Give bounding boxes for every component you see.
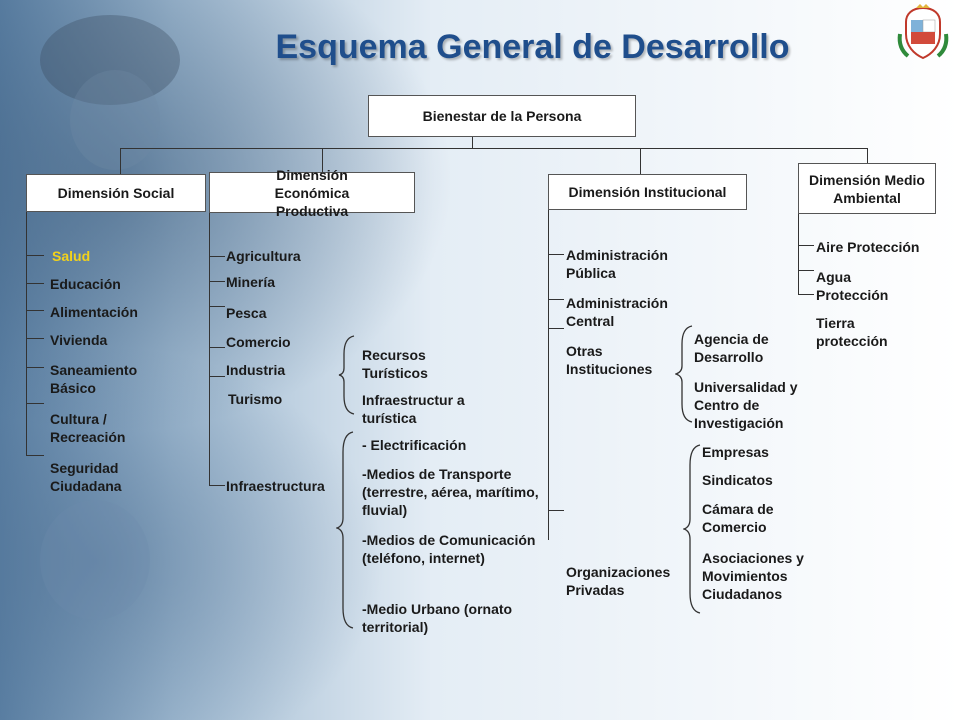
economic-item-mineria: Minería (226, 274, 276, 290)
social-tick (26, 283, 44, 284)
economic-tick (209, 485, 225, 486)
economic-item-turismo: Turismo (228, 391, 283, 407)
infra-item-transporte: -Medios de Transporte (terrestre, aérea, marítimo, fluvial) (362, 466, 539, 518)
economic-tick (209, 281, 225, 282)
institutional-tick (548, 510, 564, 511)
infra-item-medio-urbano: -Medio Urbano (ornato territorial) (362, 601, 513, 635)
tourism-item-recursos: Recursos Turísticos (362, 347, 428, 381)
page-title: Esquema General de Desarrollo (275, 28, 790, 66)
dimensions-horizontal-connector (120, 148, 867, 149)
economic-vertical-line (209, 213, 210, 485)
environment-item-aire: Aire Protección (816, 239, 920, 255)
other-inst-universidad: Universalidad y Centro de Investigación (694, 379, 798, 431)
root-connector (472, 136, 473, 148)
environment-connector (867, 148, 868, 163)
economic-item-comercio: Comercio (226, 334, 291, 350)
social-tick (26, 367, 44, 368)
social-item-alimentacion: Alimentación (50, 304, 138, 320)
institutional-tick (548, 299, 564, 300)
infra-item-comunicacion: -Medios de Comunicación (teléfono, internet) (362, 532, 536, 566)
economic-tick (209, 347, 225, 348)
economic-item-pesca: Pesca (226, 305, 267, 321)
economic-item-agricultura: Agricultura (226, 248, 301, 264)
environment-tick (798, 245, 814, 246)
dimension-social-box (26, 174, 206, 212)
social-item-saneamiento: Saneamiento Básico (50, 362, 138, 396)
environment-vertical-line (798, 214, 799, 294)
social-tick (26, 403, 44, 404)
institutional-item-publica: Administración Pública (566, 247, 668, 281)
dimension-social-label: Dimensión Social (57, 185, 175, 201)
environment-tick (798, 270, 814, 271)
environment-item-agua: Agua Protección (816, 269, 889, 303)
dimension-environment-label: Dimensión Medio Ambiental (809, 171, 925, 206)
economic-tick (209, 256, 225, 257)
root-label: Bienestar de la Persona (422, 108, 582, 124)
institutional-item-privadas: Organizaciones Privadas (566, 564, 671, 598)
other-inst-agencia: Agencia de Desarrollo (694, 331, 769, 365)
institutional-tick (548, 328, 564, 329)
private-orgs-brace (683, 443, 703, 615)
economic-item-infraestructura: Infraestructura (226, 478, 325, 494)
social-tick (26, 455, 44, 456)
economic-tick (209, 376, 225, 377)
private-org-camara: Cámara de Comercio (702, 501, 774, 535)
dimension-economic-label: Dimensión Económica Productiva (274, 166, 350, 219)
private-org-empresas: Empresas (702, 444, 769, 460)
institutional-item-central: Administración Central (566, 295, 668, 329)
infrastructure-brace (336, 430, 356, 630)
institutional-vertical-line (548, 210, 549, 540)
other-institutions-brace (675, 324, 695, 424)
dimension-institutional-label: Dimensión Institucional (568, 184, 727, 200)
economic-tick (209, 306, 225, 307)
institutional-tick (548, 254, 564, 255)
social-item-seguridad: Seguridad Ciudadana (50, 460, 122, 494)
dimension-environment-box (798, 163, 936, 214)
root-box (368, 95, 636, 137)
social-item-cultura: Cultura / Recreación (50, 411, 126, 445)
private-org-asociaciones: Asociaciones y Movimientos Ciudadanos (702, 550, 804, 602)
dimension-economic-box (209, 166, 415, 219)
dimension-institutional-box (548, 174, 747, 210)
private-org-sindicatos: Sindicatos (702, 472, 773, 488)
social-item-salud: Salud (52, 248, 91, 264)
environment-item-tierra: Tierra protección (816, 315, 888, 349)
environment-tick (798, 294, 814, 295)
social-connector (120, 148, 121, 174)
infra-item-electrificacion: - Electrificación (362, 437, 467, 453)
institutional-item-otras: Otras Instituciones (566, 343, 653, 377)
social-tick (26, 338, 44, 339)
tourism-brace (338, 334, 358, 416)
social-item-vivienda: Vivienda (50, 332, 108, 348)
tourism-item-infraestructura: Infraestructur a turística (362, 392, 465, 426)
social-vertical-line (26, 212, 27, 455)
social-tick (26, 255, 44, 256)
social-item-educacion: Educación (50, 276, 121, 292)
social-tick (26, 310, 44, 311)
institutional-connector (640, 148, 641, 174)
economic-item-industria: Industria (226, 362, 286, 378)
